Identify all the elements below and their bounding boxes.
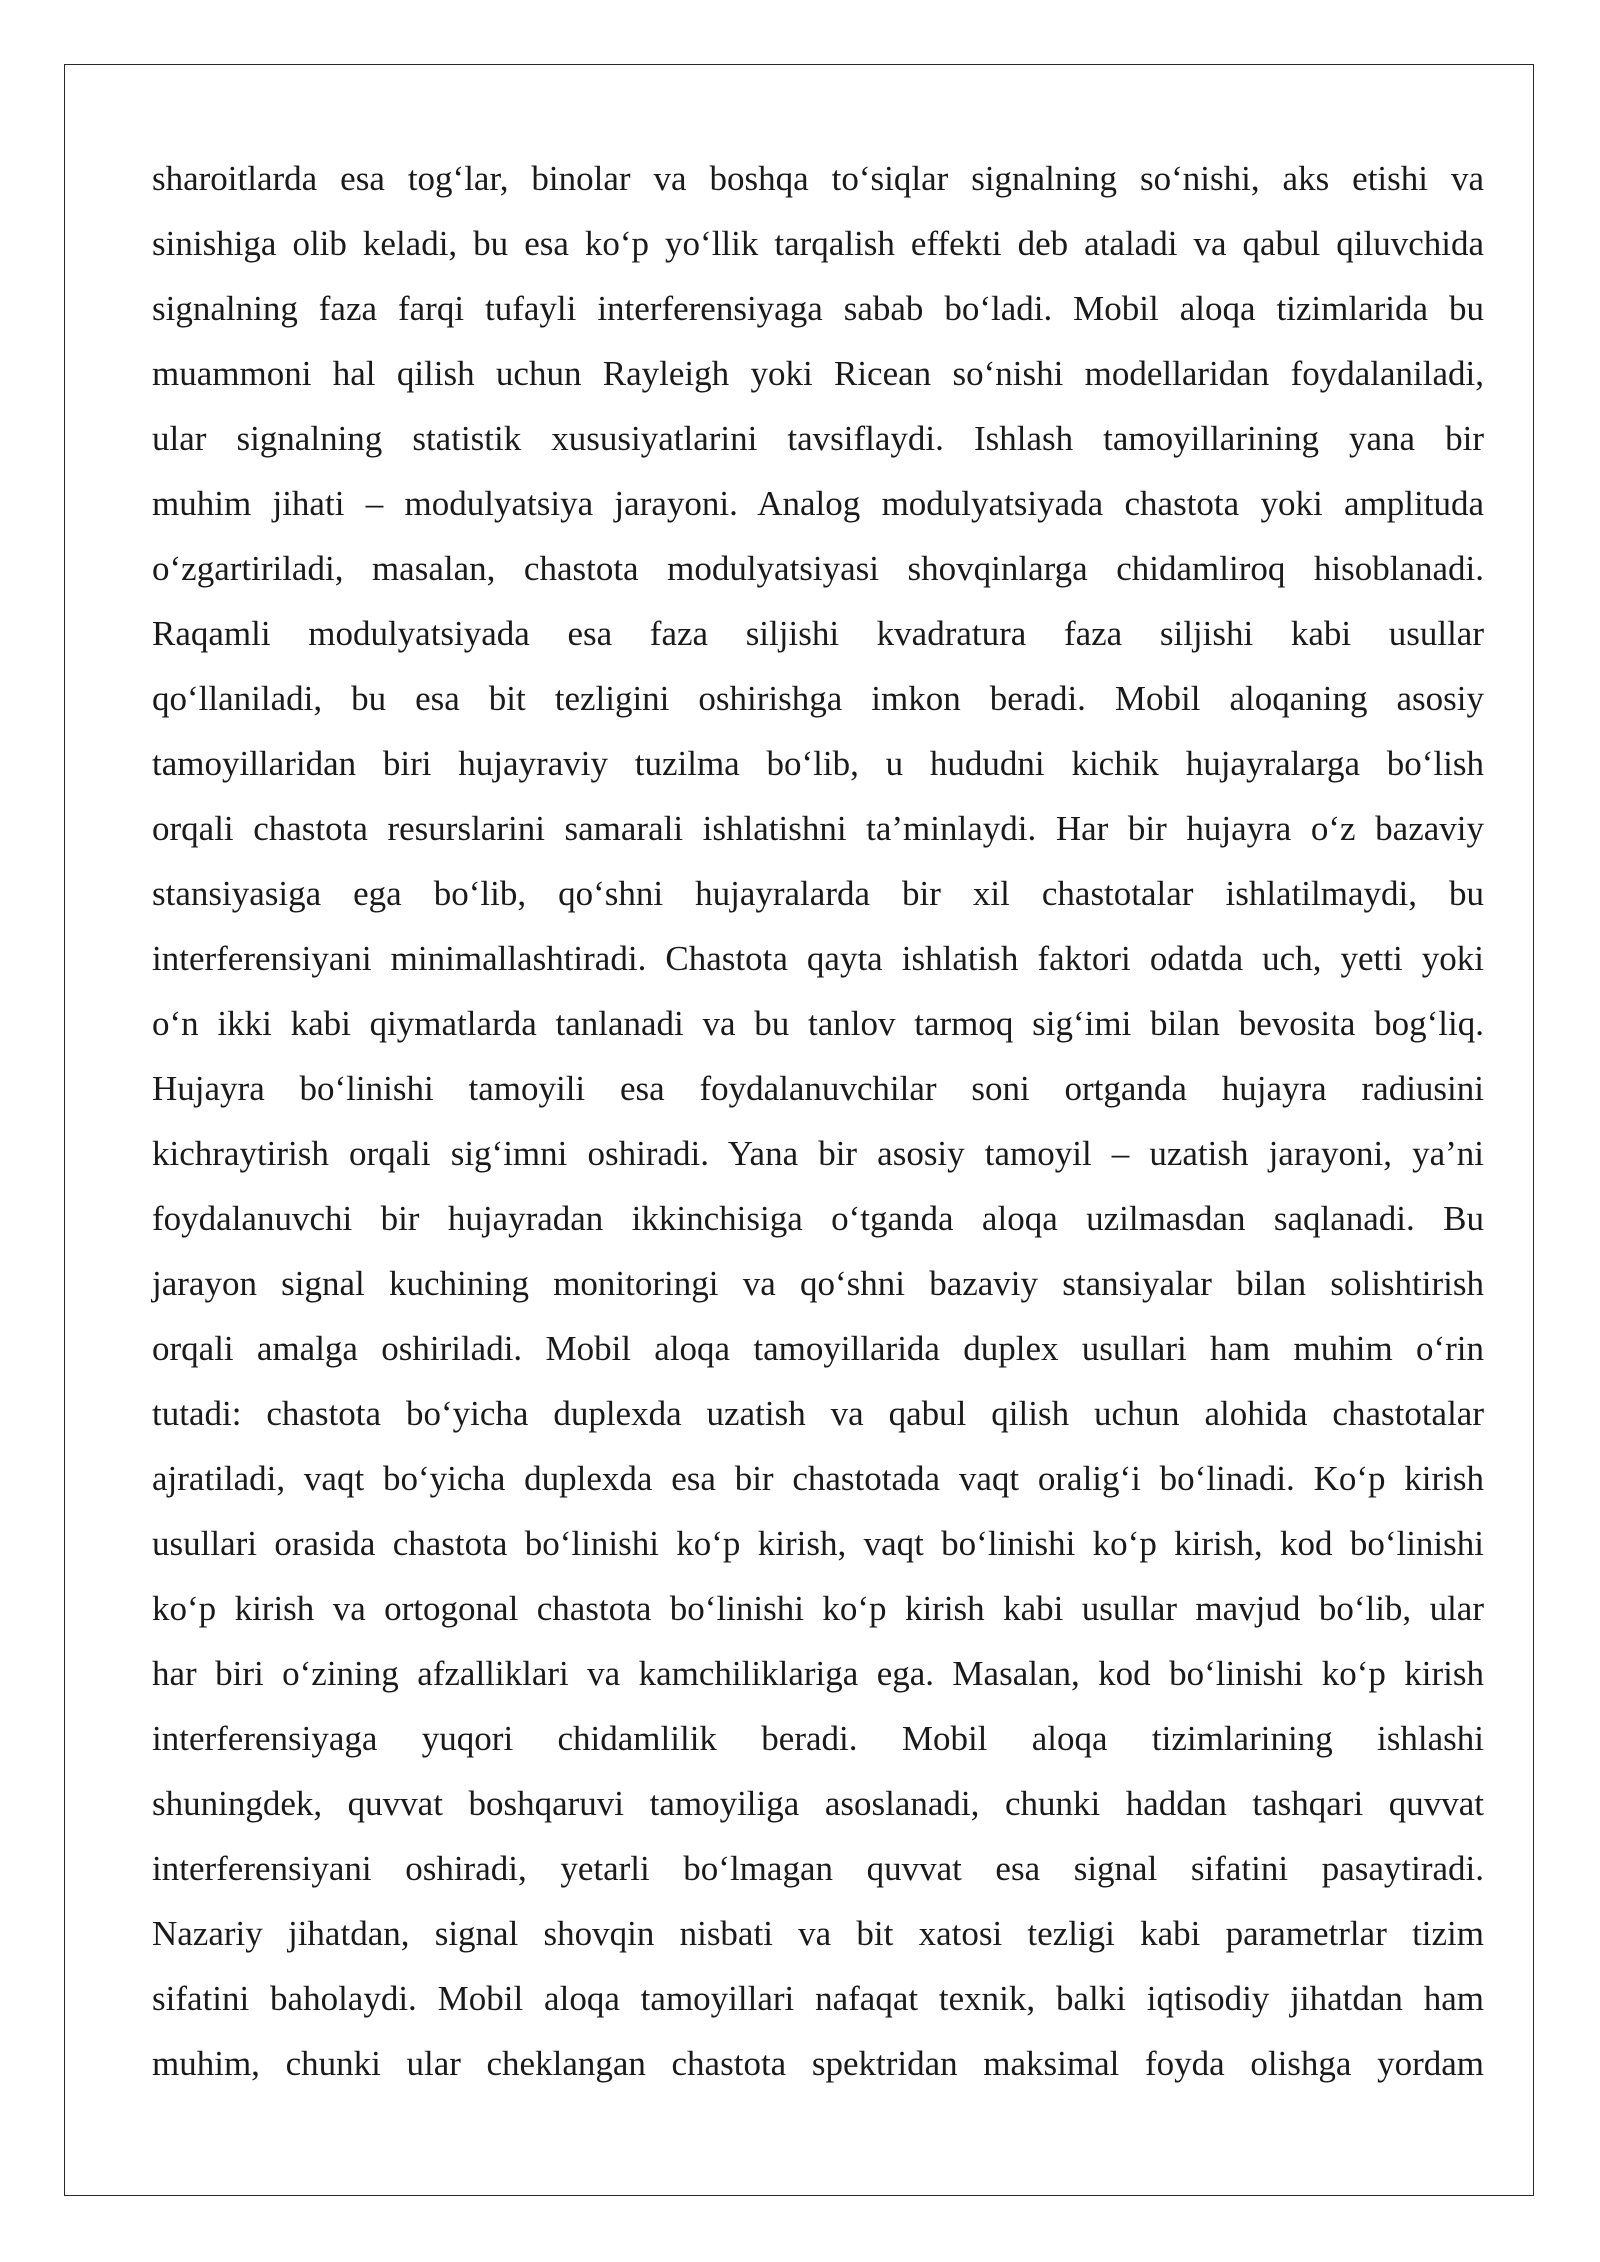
text-line: ular signalning statistik xususiyatlarini tavsiflaydi. Ishlash tamoyillarining yana bir (152, 419, 1484, 458)
text-line: o‘n ikki kabi qiymatlarda tanlanadi va bu tanlov tarmoq sig‘imi bilan bevosita bog‘liq. (152, 1004, 1484, 1043)
text-line: kichraytirish orqali sig‘imni oshiradi. Yana bir asosiy tamoyil – uzatish jarayoni, ya’ni (152, 1134, 1484, 1173)
text-line: stansiyasiga ega bo‘lib, qo‘shni hujayralarda bir xil chastotalar ishlatilmaydi, bu (152, 874, 1484, 913)
text-line: usullari orasida chastota bo‘linishi ko‘p kirish, vaqt bo‘linishi ko‘p kirish, kod bo‘linishi (152, 1524, 1484, 1563)
text-line: sharoitlarda esa tog‘lar, binolar va boshqa to‘siqlar signalning so‘nishi, aks etishi va (152, 159, 1484, 198)
text-line: ko‘p kirish va ortogonal chastota bo‘linishi ko‘p kirish kabi usullar mavjud bo‘lib, ular (152, 1589, 1484, 1628)
text-line: tamoyillaridan biri hujayraviy tuzilma bo‘lib, u hududni kichik hujayralarga bo‘lish (152, 744, 1484, 783)
text-line: jarayon signal kuchining monitoringi va qo‘shni bazaviy stansiyalar bilan solishtirish (152, 1264, 1484, 1303)
text-line: tutadi: chastota bo‘yicha duplexda uzatish va qabul qilish uchun alohida chastotalar (152, 1394, 1484, 1433)
text-line: interferensiyani oshiradi, yetarli bo‘lmagan quvvat esa signal sifatini pasaytiradi. (152, 1849, 1484, 1888)
text-line: shuningdek, quvvat boshqaruvi tamoyiliga asoslanadi, chunki haddan tashqari quvvat (152, 1784, 1484, 1823)
text-line: signalning faza farqi tufayli interferensiyaga sabab bo‘ladi. Mobil aloqa tizimlarida bu (152, 289, 1484, 328)
text-line: muhim, chunki ular cheklangan chastota spektridan maksimal foyda olishga yordam (152, 2044, 1484, 2083)
body-text (152, 146, 1484, 2096)
text-line: sinishiga olib keladi, bu esa ko‘p yo‘llik tarqalish effekti deb ataladi va qabul qiluvchida (152, 224, 1484, 263)
text-line: foydalanuvchi bir hujayradan ikkinchisiga o‘tganda aloqa uzilmasdan saqlanadi. Bu (152, 1199, 1484, 1238)
text-line: orqali amalga oshiriladi. Mobil aloqa tamoyillarida duplex usullari ham muhim o‘rin (152, 1329, 1484, 1368)
text-line: har biri o‘zining afzalliklari va kamchiliklariga ega. Masalan, kod bo‘linishi ko‘p kirish (152, 1654, 1484, 1693)
text-line: muammoni hal qilish uchun Rayleigh yoki Ricean so‘nishi modellaridan foydalaniladi, (152, 354, 1484, 393)
text-line: orqali chastota resurslarini samarali ishlatishni ta’minlaydi. Har bir hujayra o‘z bazaviy (152, 809, 1484, 848)
text-line: muhim jihati – modulyatsiya jarayoni. Analog modulyatsiyada chastota yoki amplituda (152, 484, 1484, 523)
text-line: interferensiyani minimallashtiradi. Chastota qayta ishlatish faktori odatda uch, yetti yoki (152, 939, 1484, 978)
text-line: Hujayra bo‘linishi tamoyili esa foydalanuvchilar soni ortganda hujayra radiusini (152, 1069, 1484, 1108)
text-line: interferensiyaga yuqori chidamlilik beradi. Mobil aloqa tizimlarining ishlashi (152, 1719, 1484, 1758)
text-line: Nazariy jihatdan, signal shovqin nisbati va bit xatosi tezligi kabi parametrlar tizim (152, 1914, 1484, 1953)
text-line: ajratiladi, vaqt bo‘yicha duplexda esa bir chastotada vaqt oralig‘i bo‘linadi. Ko‘p kirish (152, 1459, 1484, 1498)
text-line: sifatini baholaydi. Mobil aloqa tamoyillari nafaqat texnik, balki iqtisodiy jihatdan ham (152, 1979, 1484, 2018)
text-line: qo‘llaniladi, bu esa bit tezligini oshirishga imkon beradi. Mobil aloqaning asosiy (152, 679, 1484, 718)
text-line: o‘zgartiriladi, masalan, chastota modulyatsiyasi shovqinlarga chidamliroq hisoblanadi. (152, 549, 1484, 588)
text-line: Raqamli modulyatsiyada esa faza siljishi kvadratura faza siljishi kabi usullar (152, 614, 1484, 653)
